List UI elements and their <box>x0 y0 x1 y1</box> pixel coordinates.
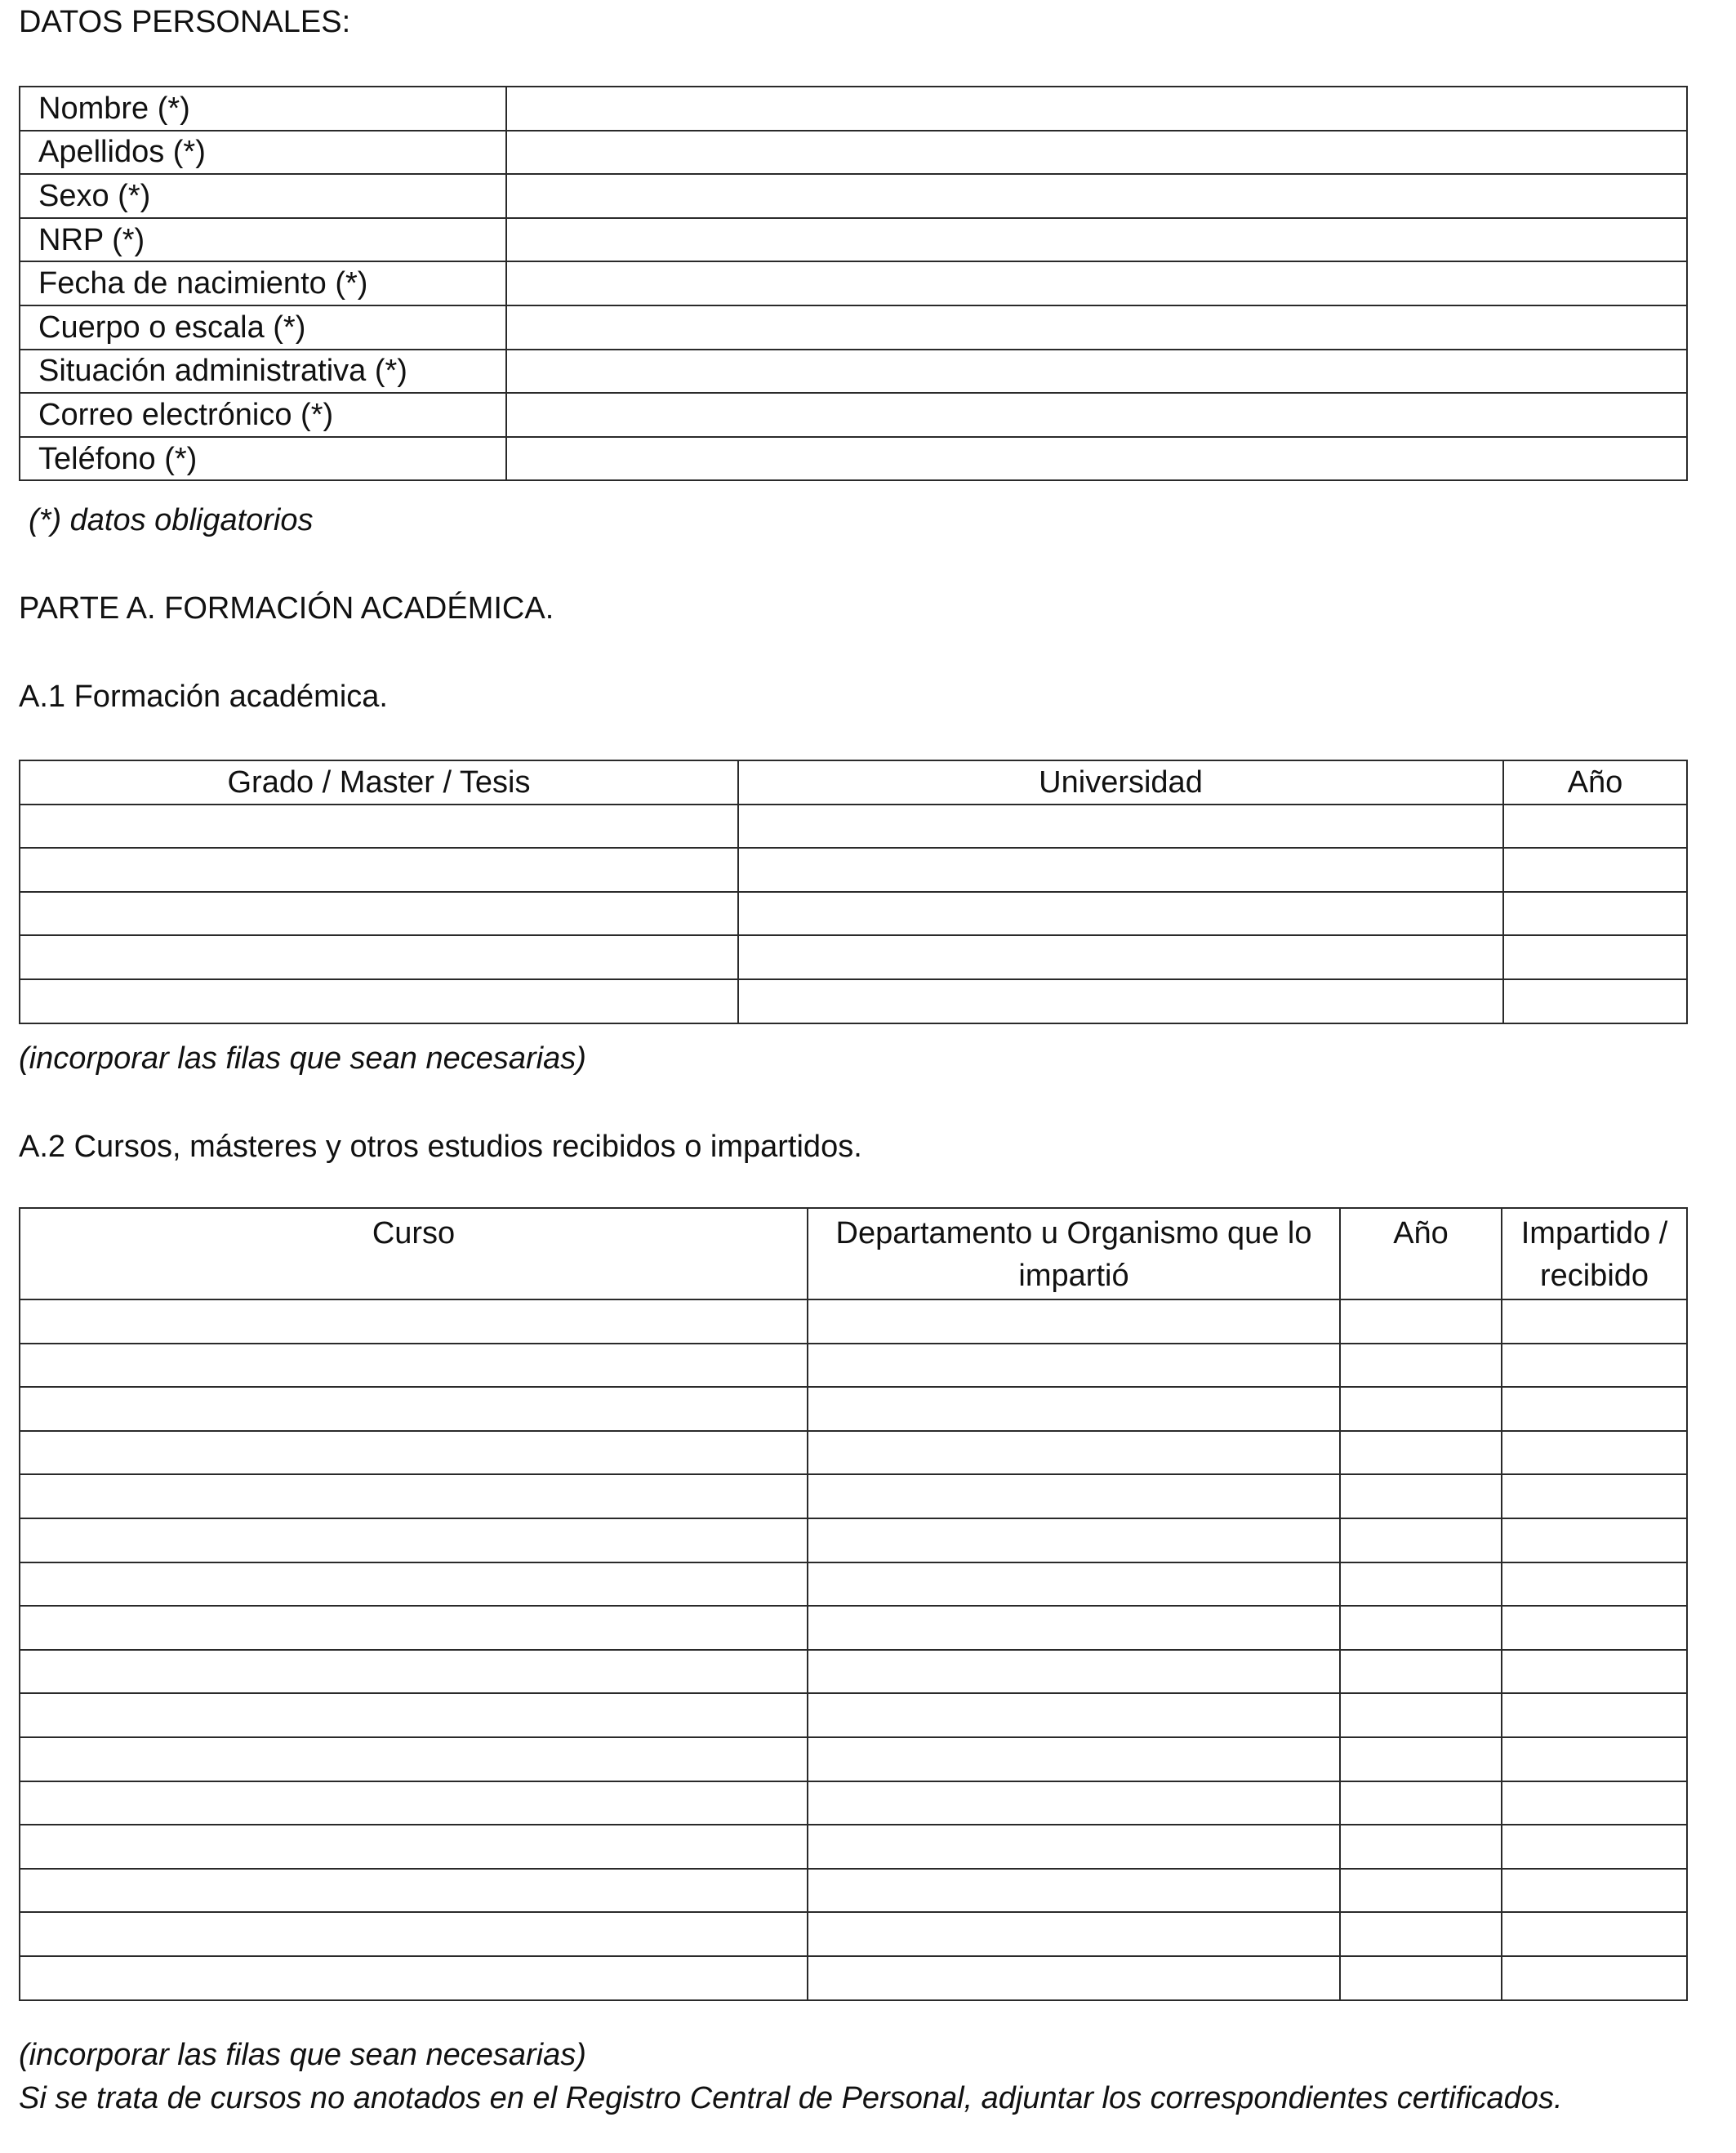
cell-impartido-recibido[interactable] <box>1502 1737 1687 1781</box>
cell-departamento[interactable] <box>808 1518 1340 1562</box>
cell-anio[interactable] <box>1340 1825 1502 1869</box>
column-header-grado: Grado / Master / Tesis <box>20 760 738 805</box>
cell-departamento[interactable] <box>808 1693 1340 1737</box>
subsection-heading-a1: A.1 Formación académica. <box>19 680 388 714</box>
cell-departamento[interactable] <box>808 1956 1340 2000</box>
cell-curso[interactable] <box>20 1518 808 1562</box>
cell-departamento[interactable] <box>808 1431 1340 1475</box>
cell-departamento[interactable] <box>808 1387 1340 1431</box>
mandatory-fields-note: (*) datos obligatorios <box>29 503 314 537</box>
table-row <box>20 1737 1687 1781</box>
cell-grado[interactable] <box>20 979 738 1023</box>
cell-anio[interactable] <box>1503 805 1687 849</box>
column-header-anio: Año <box>1503 760 1687 805</box>
column-header-curso: Curso <box>20 1208 808 1299</box>
cell-anio[interactable] <box>1340 1344 1502 1388</box>
field-label: Correo electrónico (*) <box>20 393 506 437</box>
table-row <box>20 979 1687 1023</box>
cell-curso[interactable] <box>20 1781 808 1825</box>
cell-departamento[interactable] <box>808 1825 1340 1869</box>
cell-departamento[interactable] <box>808 1344 1340 1388</box>
cell-departamento[interactable] <box>808 1474 1340 1518</box>
cell-grado[interactable] <box>20 892 738 936</box>
table-row <box>20 1650 1687 1694</box>
table-row <box>20 1825 1687 1869</box>
cell-departamento[interactable] <box>808 1912 1340 1956</box>
cell-impartido-recibido[interactable] <box>1502 1781 1687 1825</box>
cell-curso[interactable] <box>20 1869 808 1913</box>
field-value-cell[interactable] <box>506 131 1687 175</box>
cell-curso[interactable] <box>20 1825 808 1869</box>
cell-anio[interactable] <box>1340 1912 1502 1956</box>
personal-field-row <box>20 218 1687 262</box>
personal-field-row <box>20 87 1687 131</box>
field-value-cell[interactable] <box>506 350 1687 394</box>
personal-field-row <box>20 393 1687 437</box>
cell-curso[interactable] <box>20 1606 808 1650</box>
section-heading-datos-personales: DATOS PERSONALES: <box>19 5 351 39</box>
table-row <box>20 1781 1687 1825</box>
cell-departamento[interactable] <box>808 1650 1340 1694</box>
personal-field-row <box>20 350 1687 394</box>
cell-anio[interactable] <box>1340 1387 1502 1431</box>
certificates-footnote: Si se trata de cursos no anotados en el Registro Central de Personal, adjuntar los correspondientes certificados. <box>19 2081 1563 2115</box>
cell-anio[interactable] <box>1340 1869 1502 1913</box>
field-label: Cuerpo o escala (*) <box>20 305 506 350</box>
cell-grado[interactable] <box>20 935 738 979</box>
cell-anio[interactable] <box>1503 892 1687 936</box>
add-rows-note-a2: (incorporar las filas que sean necesarias) <box>19 2038 586 2072</box>
cell-curso[interactable] <box>20 1299 808 1344</box>
cell-curso[interactable] <box>20 1474 808 1518</box>
table-row <box>20 848 1687 892</box>
cell-impartido-recibido[interactable] <box>1502 1431 1687 1475</box>
table-row <box>20 1562 1687 1607</box>
table-row <box>20 892 1687 936</box>
cell-departamento[interactable] <box>808 1606 1340 1650</box>
field-value-cell[interactable] <box>506 393 1687 437</box>
table-row <box>20 1474 1687 1518</box>
cell-grado[interactable] <box>20 848 738 892</box>
section-heading-parte-a: PARTE A. FORMACIÓN ACADÉMICA. <box>19 591 554 626</box>
field-value-cell[interactable] <box>506 174 1687 218</box>
courses-table <box>19 1207 1688 2001</box>
table-row <box>20 1956 1687 2000</box>
cell-anio[interactable] <box>1340 1299 1502 1344</box>
cell-impartido-recibido[interactable] <box>1502 1825 1687 1869</box>
field-value-cell[interactable] <box>506 218 1687 262</box>
table-row <box>20 1869 1687 1913</box>
cell-impartido-recibido[interactable] <box>1502 1474 1687 1518</box>
cell-anio[interactable] <box>1340 1781 1502 1825</box>
cell-impartido-recibido[interactable] <box>1502 1956 1687 2000</box>
column-header-universidad: Universidad <box>738 760 1503 805</box>
column-header-anio: Año <box>1340 1208 1502 1299</box>
cell-curso[interactable] <box>20 1956 808 2000</box>
field-label: Sexo (*) <box>20 174 506 218</box>
cell-universidad[interactable] <box>738 805 1503 849</box>
table-row <box>20 1912 1687 1956</box>
cell-universidad[interactable] <box>738 848 1503 892</box>
cell-curso[interactable] <box>20 1693 808 1737</box>
field-label: Teléfono (*) <box>20 437 506 481</box>
field-label: Fecha de nacimiento (*) <box>20 261 506 305</box>
field-value-cell[interactable] <box>506 261 1687 305</box>
cell-curso[interactable] <box>20 1650 808 1694</box>
column-header-impartido-recibido: Impartido / recibido <box>1502 1208 1687 1299</box>
field-label: Nombre (*) <box>20 87 506 131</box>
cell-departamento[interactable] <box>808 1299 1340 1344</box>
cell-impartido-recibido[interactable] <box>1502 1299 1687 1344</box>
cell-impartido-recibido[interactable] <box>1502 1344 1687 1388</box>
add-rows-note-a1: (incorporar las filas que sean necesarias) <box>19 1041 586 1076</box>
field-label: Apellidos (*) <box>20 131 506 175</box>
cell-anio[interactable] <box>1340 1650 1502 1694</box>
cell-anio[interactable] <box>1503 979 1687 1023</box>
field-value-cell[interactable] <box>506 87 1687 131</box>
field-label: Situación administrativa (*) <box>20 350 506 394</box>
cell-impartido-recibido[interactable] <box>1502 1869 1687 1913</box>
cell-grado[interactable] <box>20 805 738 849</box>
field-value-cell[interactable] <box>506 305 1687 350</box>
cell-anio[interactable] <box>1340 1693 1502 1737</box>
table-row <box>20 1387 1687 1431</box>
cell-impartido-recibido[interactable] <box>1502 1562 1687 1607</box>
cell-anio[interactable] <box>1340 1474 1502 1518</box>
cell-impartido-recibido[interactable] <box>1502 1606 1687 1650</box>
cell-anio[interactable] <box>1503 848 1687 892</box>
table-row <box>20 805 1687 849</box>
column-header-departamento: Departamento u Organismo que lo impartió <box>808 1208 1340 1299</box>
cell-anio[interactable] <box>1340 1562 1502 1607</box>
cell-anio[interactable] <box>1340 1737 1502 1781</box>
cell-impartido-recibido[interactable] <box>1502 1650 1687 1694</box>
table-header-row <box>20 760 1687 805</box>
cell-anio[interactable] <box>1503 935 1687 979</box>
cell-departamento[interactable] <box>808 1781 1340 1825</box>
table-header-row <box>20 1208 1687 1299</box>
cell-impartido-recibido[interactable] <box>1502 1518 1687 1562</box>
cell-anio[interactable] <box>1340 1518 1502 1562</box>
table-row <box>20 1518 1687 1562</box>
cell-departamento[interactable] <box>808 1869 1340 1913</box>
field-value-cell[interactable] <box>506 437 1687 481</box>
personal-field-row <box>20 305 1687 350</box>
cell-anio[interactable] <box>1340 1606 1502 1650</box>
cell-departamento[interactable] <box>808 1562 1340 1607</box>
cell-curso[interactable] <box>20 1912 808 1956</box>
subsection-heading-a2: A.2 Cursos, másteres y otros estudios recibidos o impartidos. <box>19 1130 862 1164</box>
cell-curso[interactable] <box>20 1344 808 1388</box>
table-row <box>20 1606 1687 1650</box>
cell-curso[interactable] <box>20 1431 808 1475</box>
personal-field-row <box>20 174 1687 218</box>
cell-impartido-recibido[interactable] <box>1502 1912 1687 1956</box>
academic-training-table <box>19 760 1688 1024</box>
personal-field-row <box>20 131 1687 175</box>
cell-impartido-recibido[interactable] <box>1502 1387 1687 1431</box>
cell-departamento[interactable] <box>808 1737 1340 1781</box>
cell-anio[interactable] <box>1340 1431 1502 1475</box>
table-row <box>20 1693 1687 1737</box>
table-row <box>20 1299 1687 1344</box>
personal-field-row <box>20 437 1687 481</box>
cell-universidad[interactable] <box>738 979 1503 1023</box>
cell-curso[interactable] <box>20 1737 808 1781</box>
cell-curso[interactable] <box>20 1387 808 1431</box>
cell-universidad[interactable] <box>738 892 1503 936</box>
table-row <box>20 1344 1687 1388</box>
cell-curso[interactable] <box>20 1562 808 1607</box>
cell-universidad[interactable] <box>738 935 1503 979</box>
personal-data-table <box>19 86 1688 481</box>
table-row <box>20 935 1687 979</box>
cell-anio[interactable] <box>1340 1956 1502 2000</box>
field-label: NRP (*) <box>20 218 506 262</box>
personal-field-row <box>20 261 1687 305</box>
cell-impartido-recibido[interactable] <box>1502 1693 1687 1737</box>
table-row <box>20 1431 1687 1475</box>
